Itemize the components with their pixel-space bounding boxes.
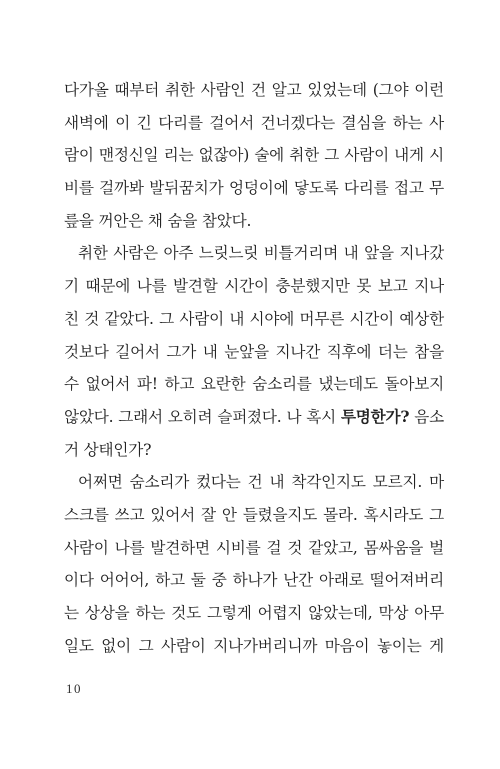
- text-line-with-emphasis: [64, 401, 444, 434]
- body-text: [64, 74, 444, 662]
- text-line: 일도 없이 그 사람이 지나가버리니까 마음이 놓이는 게: [64, 636, 444, 655]
- paragraph-1: [64, 74, 444, 237]
- text-line: 수 없어서 파! 하고 요란한 숨소리를 냈는데도 돌아보지: [64, 375, 444, 394]
- text-line: 람이 맨정신일 리는 없잖아) 술에 취한 그 사람이 내게 시: [64, 146, 444, 165]
- text-line: 새벽에 이 긴 다리를 걸어서 건너겠다는 결심을 하는 사: [64, 113, 444, 132]
- text-line: 기 때문에 나를 발견할 시간이 충분했지만 못 보고 지나: [64, 277, 444, 296]
- text-segment: 음소: [409, 407, 445, 426]
- paragraph-2: [64, 237, 444, 466]
- text-line: 스크를 쓰고 있어서 잘 안 들렸을지도 몰라. 혹시라도 그: [64, 505, 444, 524]
- text-line: 취한 사람은 아주 느릿느릿 비틀거리며 내 앞을 지나갔: [78, 244, 444, 263]
- text-line: 는 상상을 하는 것도 그렇게 어렵지 않았는데, 막상 아무: [64, 604, 444, 622]
- text-line: 것보다 길어서 그가 내 눈앞을 지나간 직후에 더는 참을: [64, 342, 444, 361]
- text-line: 거 상태인가?: [64, 440, 152, 459]
- page-number: 10: [66, 681, 82, 696]
- text-line: 사람이 나를 발견하면 시비를 걸 것 같았고, 몸싸움을 벌: [64, 538, 444, 557]
- text-segment: 않았다. 그래서 오히려 슬퍼졌다. 나 혹시: [64, 407, 341, 426]
- text-line: 어쩌면 숨소리가 컸다는 건 내 착각인지도 모르지. 마: [78, 473, 444, 492]
- text-line: 친 것 같았다. 그 사람이 내 시야에 머무른 시간이 예상한: [64, 309, 444, 328]
- paragraph-3: [64, 466, 444, 662]
- text-line: 이다 어어어, 하고 둘 중 하나가 난간 아래로 떨어져버리: [64, 571, 444, 590]
- emphasized-text: 투명한가?: [340, 406, 410, 426]
- text-line: 비를 걸까봐 발뒤꿈치가 엉덩이에 닿도록 다리를 접고 무: [64, 179, 444, 198]
- text-line: 다가올 때부터 취한 사람인 건 알고 있었는데 (그야 이런: [64, 81, 444, 99]
- text-line: 릎을 꺼안은 채 숨을 참았다.: [64, 211, 252, 230]
